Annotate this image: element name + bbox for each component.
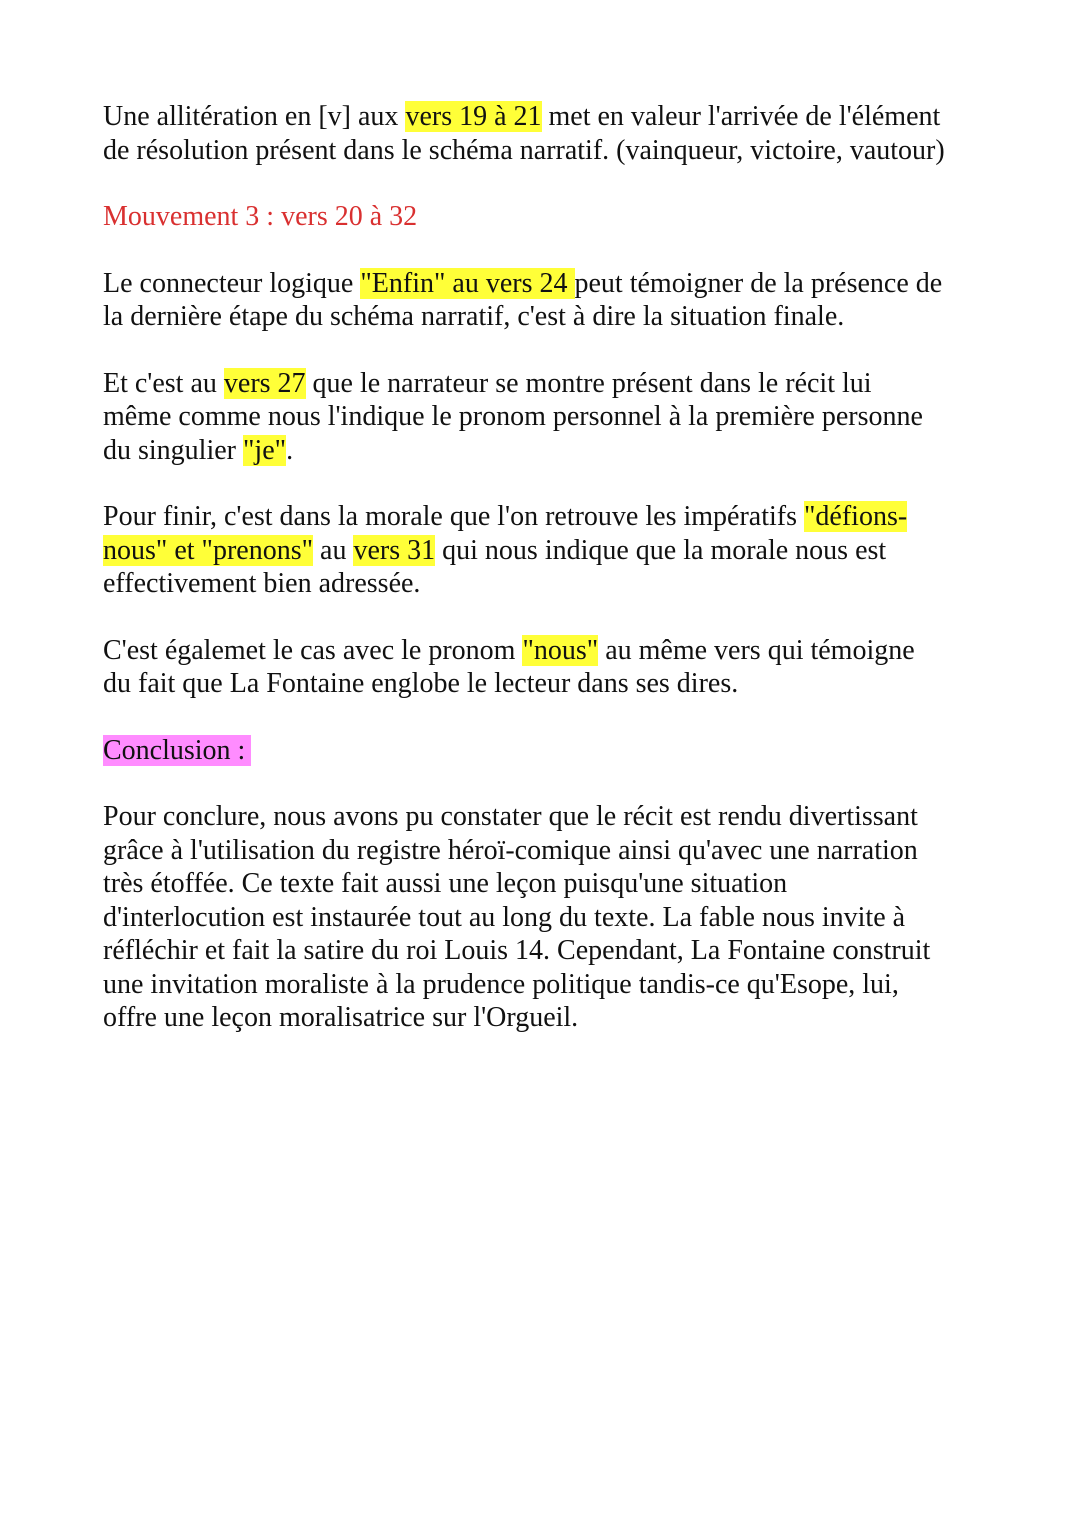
highlight-enfin-vers-24: "Enfin" au vers 24	[360, 267, 575, 299]
text-run: au	[313, 534, 354, 566]
paragraph-pronom-nous	[103, 634, 1003, 701]
text-run: même comme nous l'indique le pronom personnel à la première personne	[103, 401, 923, 432]
highlight-nous: "nous"	[522, 634, 599, 666]
paragraph-connecteur	[103, 267, 1003, 334]
text-run: la dernière étape du schéma narratif, c'est à dire la situation finale.	[103, 301, 845, 332]
text-run: Une allitération en [v] aux	[103, 101, 406, 132]
conclusion-line: d'interlocution est instaurée tout au long du texte. La fable nous invite à	[103, 901, 906, 933]
document-page	[103, 100, 1003, 1068]
text-run: au même vers qui témoigne	[598, 634, 915, 666]
text-run: .	[286, 434, 294, 466]
text-run: Et c'est au	[103, 367, 224, 399]
text-run: C'est égalemet le cas avec le pronom	[103, 634, 523, 666]
text-run: que le narrateur se montre présent dans le récit lui	[305, 367, 872, 399]
highlight-vers-19-21: vers 19 à 21	[405, 101, 542, 132]
section-heading-conclusion	[103, 734, 1003, 768]
text-run: Le connecteur logique	[103, 267, 361, 299]
text-run: de résolution présent dans le schéma narratif. (vainqueur, victoire, vautour)	[103, 134, 945, 166]
conclusion-line: très étoffée. Ce texte fait aussi une leçon puisqu'une situation	[103, 868, 788, 899]
highlight-vers-31: vers 31	[353, 534, 436, 566]
text-run: du fait que La Fontaine englobe le lecteur dans ses dires.	[103, 668, 739, 699]
paragraph-narrateur	[103, 367, 1003, 468]
paragraph-alliteration	[103, 100, 1003, 167]
highlight-vers-27: vers 27	[223, 367, 306, 399]
paragraph-morale	[103, 500, 1003, 601]
highlight-nous-prenons: nous" et "prenons"	[103, 534, 314, 566]
conclusion-line: grâce à l'utilisation du registre héroï-comique ainsi qu'avec une narration	[103, 834, 918, 866]
conclusion-line: Pour conclure, nous avons pu constater que le récit est rendu divertissant	[103, 801, 918, 832]
conclusion-line: offre une leçon moralisatrice sur l'Orgueil.	[103, 1002, 579, 1033]
conclusion-title: Conclusion :	[103, 735, 251, 766]
text-run: effectivement bien adressée.	[103, 568, 421, 599]
paragraph-conclusion	[103, 800, 1003, 1035]
text-run: Pour finir, c'est dans la morale que l'on retrouve les impératifs	[103, 501, 804, 532]
highlight-defions: "défions-	[803, 501, 908, 532]
section-heading-mouvement-3: Mouvement 3 : vers 20 à 32	[103, 201, 418, 232]
conclusion-line: réfléchir et fait la satire du roi Louis 14. Cependant, La Fontaine construit	[103, 935, 931, 966]
text-run: peut témoigner de la présence de	[574, 267, 943, 299]
highlight-je: "je"	[243, 434, 287, 466]
text-run: met en valeur l'arrivée de l'élément	[541, 101, 941, 132]
text-run: qui nous indique que la morale nous est	[435, 534, 887, 566]
text-run: du singulier	[103, 434, 243, 466]
conclusion-line: une invitation moraliste à la prudence politique tandis-ce qu'Esope, lui,	[103, 968, 899, 1000]
